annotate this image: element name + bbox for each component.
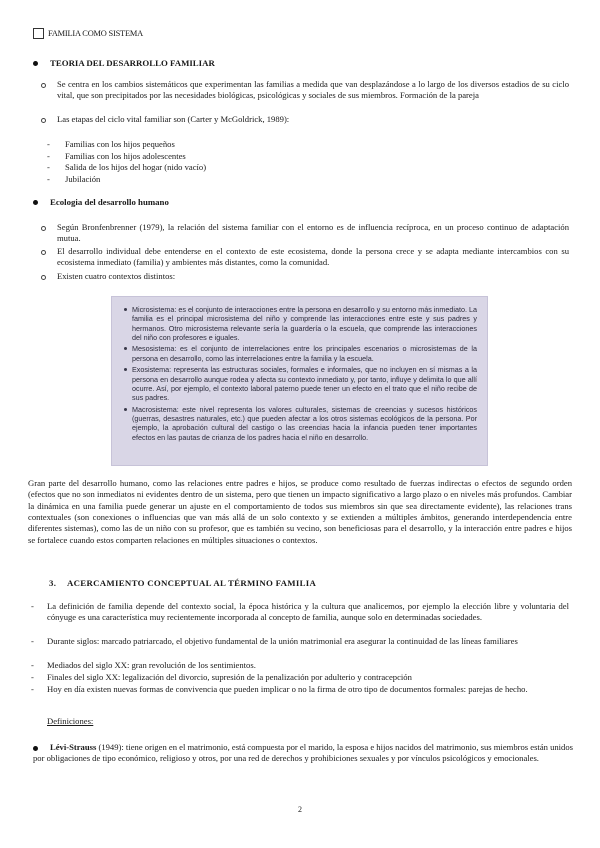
inset-item-microsistema: Microsistema: es el conjunto de interacciones entre la persona en desarrollo y su entorno más inmediato. La familia es el principal microsistema del niño y comprende las interacciones entre este y sus padres y hermanos. Otro microsistema relevante sería la guardería o la escuela, que comprende las interacciones del niño con profesores e iguales. xyxy=(124,305,477,342)
page-header xyxy=(33,28,143,39)
bullet-icon xyxy=(33,746,38,751)
list-item: La definición de familia depende del contexto social, la época histórica y la cultura que analicemos, por ejemplo la elección libre y voluntaria del cónyuge es una característica muy recientemente incorporada al concepto de familia, aunque solo en determinadas sociedades. xyxy=(47,601,569,623)
list-item: Se centra en los cambios sistemáticos que experimentan las familias a medida que van desplazándose a lo largo de los diversos estadios de su ciclo vital, que son precipitados por las necesidades biológicas, psicológicas y sociales de sus miembros. Formación de la pareja xyxy=(57,79,569,101)
circle-bullet-icon xyxy=(41,275,46,280)
bullet-icon xyxy=(33,61,38,66)
definitions-label: Definiciones: xyxy=(47,716,94,726)
checkbox-icon[interactable] xyxy=(33,28,44,39)
list-item: Según Bronfenbrenner (1979), la relación del sistema familiar con el entorno es de influencia recíproca, en un proceso continuo de adaptación mutua. xyxy=(57,222,569,244)
inset-item-mesosistema: Mesosistema: es el conjunto de interrelaciones entre los principales escenarios o microsistemas de la persona en desarrollo, como las interrelaciones entre la familia y la escuela. xyxy=(124,344,477,363)
list-item: - Familias con los hijos adolescentes xyxy=(47,150,186,161)
circle-bullet-icon xyxy=(41,118,46,123)
list-item: - Familias con los hijos pequeños xyxy=(47,139,175,149)
definition-levi-strauss: Lévi-Strauss (1949): tiene origen en el matrimonio, está compuesta por el marido, la esposa e hijos nacidos del matrimonio, sus miembros están unidos por obligaciones de tipo económico, religioso y otros, por una red de derechos y prohibiciones sexuales y por vínculos psicológicos y emocionales. xyxy=(33,742,573,764)
list-item: Finales del siglo XX: legalización del divorcio, supresión de la penalización por adulterio y contracepción xyxy=(47,672,412,682)
contexts-figure xyxy=(111,296,488,466)
list-item: - Salida de los hijos del hogar (nido vacío) xyxy=(47,162,207,172)
circle-bullet-icon xyxy=(41,250,46,255)
inset-item-macrosistema: Macrosistema: este nivel representa los valores culturales, sistemas de creencias y sucesos históricos (guerras, desastres naturales, etc.) que pueden afectar a los otros sistemas ecológicos de la persona. Por ejemplo, la aprobación cultural del castigo o las creencias hacia la infancia pueden tener importantes efectos en las pautas de crianza de los padres hacia el niño en desarrollo. xyxy=(124,405,477,442)
bullet-icon xyxy=(33,200,38,205)
list-item: Existen cuatro contextos distintos: xyxy=(57,271,176,281)
section-heading-ecologia: Ecologia del desarrollo humano xyxy=(33,197,169,209)
list-item: - Jubilación xyxy=(47,173,101,184)
page-number: 2 xyxy=(298,805,302,814)
list-item: Mediados del siglo XX: gran revolución de los sentimientos. xyxy=(47,660,256,670)
header-title: FAMILIA COMO SISTEMA xyxy=(48,29,143,38)
stage-list xyxy=(47,139,206,185)
section-heading-acercamiento: 3. ACERCAMIENTO CONCEPTUAL AL TÉRMINO FAMILIA xyxy=(49,578,317,588)
circle-bullet-icon xyxy=(41,226,46,231)
document-page: FAMILIA COMO SISTEMA TEORIA DEL DESARROLLO FAMILIAR Se centra en los cambios sistemáticos que experimentan las familias a medida que van desplazándose a lo largo de los diversos estadios de su ciclo vital, que son precipitados por las necesidades biológicas, psicológicas y sociales de sus miembros. Formación de la pareja Las etapas del ciclo vital familiar son (Carter y McGoldrick, 1989): - Familias con los hijos pequeños - Familias con los hijos adolescentes - Salida de los hijos del hogar (nido vacío) - Jubilación Ecologia del desarrollo humano Según Bronfenbrenner (1979), la relación del sistema familiar con el entorno es de influencia recíproca, en un proceso continuo de adaptación mutua. El desarrollo individual debe entenderse en el contexto de este ecosistema, donde la persona crece y se adapta mediante intercambios con su ecosistema inmediato (familia) y ambientes más distantes, como la comunidad. Existen cuatro contextos distintos: Microsistema: es el conjunto de interacciones entre la persona en desarrollo y su entorno más inmediato. La familia es el principal microsistema del niño y comprende las interacciones entre este y sus padres y hermanos. Otro microsistema relevante sería la guardería o la escuela, que comprende las interacciones del niño con profesores e iguales. Mesosistema: es el conjunto de interrelaciones entre los principales escenarios o microsistemas de la persona en desarrollo, como las interrelaciones entre la familia y la escuela. Exosistema: representa las estructuras sociales, formales e informales, que no incluyen en sí mismas a la persona en desarrollo aunque rodea y afecta su contexto inmediato y, por tanto, influye y delimita lo que allí ocurre. Así, por ejemplo, el contexto laboral paterno puede tener un efecto en el trato que el niño recibe de sus padres. Macrosistema: este nivel representa los valores culturales, sistemas de creencias y sucesos históricos (guerras, desastres naturales, etc.) que pueden afectar a los otros sistemas ecológicos de la persona. Por ejemplo, la aprobación cultural del castigo o las creencias hacia la infancia pueden tener importantes efectos en las pautas de crianza de los padres hacia el niño en desarrollo. Gran parte del desarrollo humano, como las relaciones entre padres e hijos, se produce como resultado de fuerzas indirectas o efectos de segundo orden (efectos que no son inmediatos ni evidentes dentro de un sistema, pero que tienen un impacto significativo a largo plazo o en niveles más profundos. Cambiar la dinámica en una familia puede generar un ajuste en el comportamiento de todos sus miembros sin que sea directamente evidente), las relaciones trans contextuales (son conexiones o influencias que van más allá de un solo contexto y se extienden a múltiples ámbitos, generando interdependencia entre diferentes sistemas), como las de un niño con su profesor, que es también su vecino, son beneficiosas para el desarrollo, y la interacción entre padres e hijos se fortalece cuando estos comparten relaciones en múltiples situaciones o contextos. 3. ACERCAMIENTO CONCEPTUAL AL TÉRMINO FAMILIA - La definición de familia depende del contexto social, la época histórica y la cultura que analicemos, por ejemplo la elección libre y voluntaria del cónyuge es una característica muy recientemente incorporada al concepto de familia, aunque solo en determinadas sociedades. - Durante siglos: marcado patriarcado, el objetivo fundamental de la unión matrimonial era asegurar la continuidad de las líneas familiares - Mediados del siglo XX: gran revolución de los sentimientos. - Finales del siglo XX: legalización del divorcio, supresión de la penalización por adulterio y contracepción - Hoy en día existen nuevas formas de convivencia que pueden implicar o no la firma de otro tipo de documentos formales: parejas de hecho. Definiciones: Lévi-Strauss (1949): tiene origen en el matrimonio, está compuesta por el marido, la esposa e hijos nacidos del matrimonio, sus miembros están unidos por obligaciones de tipo económico, religioso y otros, por una red de derechos y prohibiciones sexuales y por vínculos psicológicos y emocionales. 2 xyxy=(0,0,600,848)
list-item: El desarrollo individual debe entenderse en el contexto de este ecosistema, donde la persona crece y se adapta mediante intercambios con su ecosistema inmediato (familia) y ambientes más distantes, como la comunidad. xyxy=(57,246,569,268)
inset-item-exosistema: Exosistema: representa las estructuras sociales, formales e informales, que no incluyen en sí mismas a la persona en desarrollo aunque rodea y afecta su contexto inmediato y, por tanto, influye y delimita lo que allí ocurre. Así, por ejemplo, el contexto laboral paterno puede tener un efecto en el trato que el niño recibe de sus padres. xyxy=(124,365,477,402)
body-paragraph: Gran parte del desarrollo humano, como las relaciones entre padres e hijos, se produce como resultado de fuerzas indirectas o efectos de segundo orden (efectos que no son inmediatos ni evidentes dentro de un sistema, pero que tienen un impacto significativo a largo plazo o en niveles más profundos. Cambiar la dinámica en una familia puede generar un ajuste en el comportamiento de todos sus miembros sin que sea directamente evidente), las relaciones trans contextuales (son conexiones o influencias que van más allá de un solo contexto y se extienden a múltiples ámbitos, generando interdependencia entre diferentes sistemas), como las de un niño con su profesor, que es también su vecino, son beneficiosas para el desarrollo, y la interacción entre padres e hijos se fortalece cuando estos comparten relaciones en múltiples situaciones o contextos. xyxy=(28,478,572,545)
section-heading-teoria: TEORIA DEL DESARROLLO FAMILIAR xyxy=(33,58,215,70)
list-item: Las etapas del ciclo vital familiar son (Carter y McGoldrick, 1989): xyxy=(57,114,290,124)
circle-bullet-icon xyxy=(41,83,46,88)
list-item: Durante siglos: marcado patriarcado, el objetivo fundamental de la unión matrimonial era asegurar la continuidad de las líneas familiares xyxy=(47,636,518,646)
list-item: Hoy en día existen nuevas formas de convivencia que pueden implicar o no la firma de otro tipo de documentos formales: parejas de hecho. xyxy=(47,684,528,694)
